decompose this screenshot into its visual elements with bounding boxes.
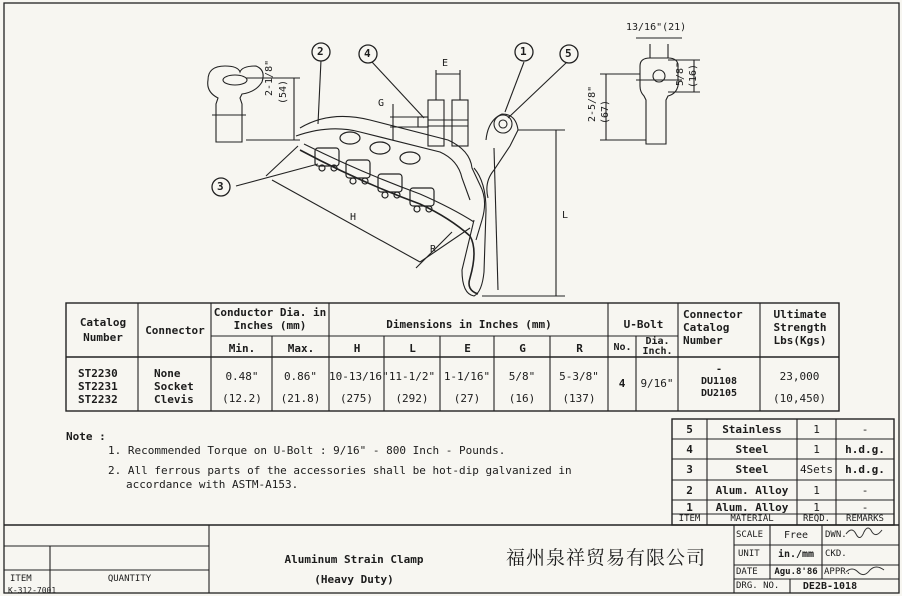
tb-scale: Free — [783, 530, 809, 541]
part-item: 5 — [686, 423, 693, 436]
note-line-1: 1. Recommended Torque on U-Bolt : 9/16" - 800 Inch - Pounds. — [108, 444, 506, 457]
hdr-h: H — [353, 342, 361, 355]
dim-right-inner: 5/8" — [675, 61, 686, 86]
part-material: Alum. Alloy — [715, 484, 789, 497]
part-material: Steel — [735, 443, 769, 456]
hdr-g: G — [519, 342, 526, 355]
cell-connectors — [154, 367, 194, 406]
parts-hdr-item: ITEM — [678, 514, 701, 524]
notes-title: Note : — [66, 430, 106, 443]
tb-title-2: (Heavy Duty) — [314, 573, 394, 586]
callout-1: 1 — [520, 45, 527, 58]
callout-5: 5 — [565, 47, 572, 60]
parts-hdr-material: MATERIAL — [730, 514, 774, 524]
tb-date-label: DATE — [736, 567, 758, 577]
cell-h — [329, 366, 389, 410]
hdr-connector: Connector — [145, 324, 205, 337]
part-item: 3 — [686, 463, 693, 476]
tb-item: ITEM — [10, 574, 32, 584]
part-qty: 1 — [813, 423, 820, 436]
min-mm: (12.2) — [222, 392, 262, 405]
part-qty: 1 — [813, 501, 820, 514]
l-in: 11-1/2" — [388, 370, 436, 383]
part-material: Steel — [735, 463, 769, 476]
hdr-min: Min. — [228, 342, 256, 355]
part-qty: 1 — [813, 443, 820, 456]
tb-date: Agu.8'86 — [774, 567, 818, 577]
hdr-max: Max. — [287, 342, 315, 355]
tb-corner-code: K-312-7001 — [8, 586, 57, 595]
tb-quantity: QUANTITY — [107, 574, 152, 584]
l-mm: (292) — [395, 392, 429, 405]
tb-unit: in./mm — [777, 549, 815, 560]
part-remarks: - — [861, 484, 869, 497]
part-remarks: h.d.g. — [845, 463, 885, 476]
parts-hdr-qty: REQD. — [802, 514, 831, 524]
max-in: 0.86" — [283, 370, 318, 383]
tb-appr-label: APPR. — [824, 567, 852, 577]
part-material: Alum. Alloy — [715, 501, 789, 514]
part-qty: 4Sets — [799, 463, 834, 476]
cell-strength — [760, 366, 839, 410]
conn-catalog-1: DU1108 — [700, 376, 738, 387]
hdr-catalog: Catalog Number — [79, 316, 127, 344]
hdr-dia: Dia. Inch. — [642, 336, 673, 357]
g-in: 5/8" — [508, 370, 536, 383]
min-in: 0.48" — [225, 370, 259, 383]
hdr-conductor: Conductor Dia. in Inches (mm) — [213, 306, 327, 332]
part-qty: 1 — [813, 484, 820, 497]
h-mm: (275) — [339, 392, 374, 405]
strength-kg: (10,450) — [773, 392, 826, 405]
note-line-2: 2. All ferrous parts of the accessories shall be hot-dip galvanized in — [108, 464, 572, 477]
parts-hdr-remarks: REMARKS — [846, 514, 884, 524]
callout-4: 4 — [364, 47, 371, 60]
cell-conn-catalogs — [678, 364, 760, 400]
dim-e: E — [442, 58, 449, 69]
dim-top-width: 13/16"(21) — [626, 22, 687, 33]
part-item: 1 — [686, 501, 693, 514]
part-item: 4 — [686, 443, 693, 456]
dim-l: L — [562, 210, 569, 221]
tb-company-name: 福州泉祥贸易有限公司 — [506, 547, 707, 569]
dim-left-height-mm: (54) — [278, 79, 289, 104]
hdr-ubolt: U-Bolt — [623, 318, 664, 331]
hdr-conn-catalog: Connector Catalog Number — [683, 308, 743, 347]
cell-g — [494, 366, 550, 410]
part-remarks: h.d.g. — [845, 443, 885, 456]
connector-1: Socket — [154, 380, 194, 393]
e-in: 1-1/16" — [443, 370, 491, 383]
h-in: 10-13/16" — [329, 370, 389, 383]
dim-h: H — [350, 212, 357, 223]
r-in: 5-3/8" — [559, 370, 599, 383]
hdr-l: L — [409, 342, 416, 355]
max-mm: (21.8) — [280, 392, 321, 405]
tb-drg-number: DE2B-1018 — [802, 581, 858, 592]
part-remarks: - — [861, 423, 869, 436]
callout-2: 2 — [317, 45, 324, 58]
dim-right-height-mm: (67) — [600, 99, 611, 124]
cell-e — [440, 366, 494, 410]
dim-right-height: 2-5/8" — [587, 85, 598, 122]
catalog-2: ST2232 — [78, 393, 118, 406]
e-mm: (27) — [453, 392, 481, 405]
tb-unit-label: UNIT — [738, 549, 760, 559]
dim-left-height: 2-1/8" — [264, 59, 275, 96]
catalog-1: ST2231 — [78, 380, 118, 393]
conn-catalog-0: - — [715, 364, 723, 375]
cell-l — [384, 366, 440, 410]
cell-max — [272, 366, 329, 410]
hdr-no: No. — [613, 342, 632, 353]
conn-catalog-2: DU2105 — [700, 388, 738, 399]
cell-ubolt-no: 4 — [618, 377, 626, 390]
part-remarks: - — [861, 501, 869, 514]
dim-right-inner-mm: (16) — [688, 63, 699, 88]
tb-ckd-label: CKD. — [825, 549, 847, 559]
catalog-0: ST2230 — [78, 367, 118, 380]
hdr-dimensions: Dimensions in Inches (mm) — [386, 318, 552, 331]
tb-title-1: Aluminum Strain Clamp — [284, 553, 424, 566]
note-line-3: accordance with ASTM-A153. — [126, 478, 299, 491]
hdr-e: E — [464, 342, 471, 355]
cell-ubolt-dia: 9/16" — [640, 377, 674, 390]
cell-catalogs — [78, 367, 118, 406]
hdr-ultimate: Ultimate Strength Lbs(Kgs) — [773, 308, 827, 347]
dim-g: G — [378, 98, 385, 109]
connector-0: None — [154, 367, 181, 380]
connector-2: Clevis — [154, 393, 194, 406]
callout-3: 3 — [217, 180, 224, 193]
r-mm: (137) — [562, 392, 596, 405]
cell-r — [550, 366, 608, 410]
tb-dwn-label: DWN. — [825, 530, 847, 540]
part-item: 2 — [686, 484, 693, 497]
part-material: Stainless — [722, 423, 782, 436]
strength-lbs: 23,000 — [779, 370, 820, 383]
dim-r: R — [430, 244, 437, 255]
tb-drg-label: DRG. NO. — [736, 581, 780, 591]
tb-scale-label: SCALE — [736, 530, 764, 540]
g-mm: (16) — [508, 392, 536, 405]
hdr-r: R — [576, 342, 583, 355]
cell-min — [212, 366, 272, 410]
